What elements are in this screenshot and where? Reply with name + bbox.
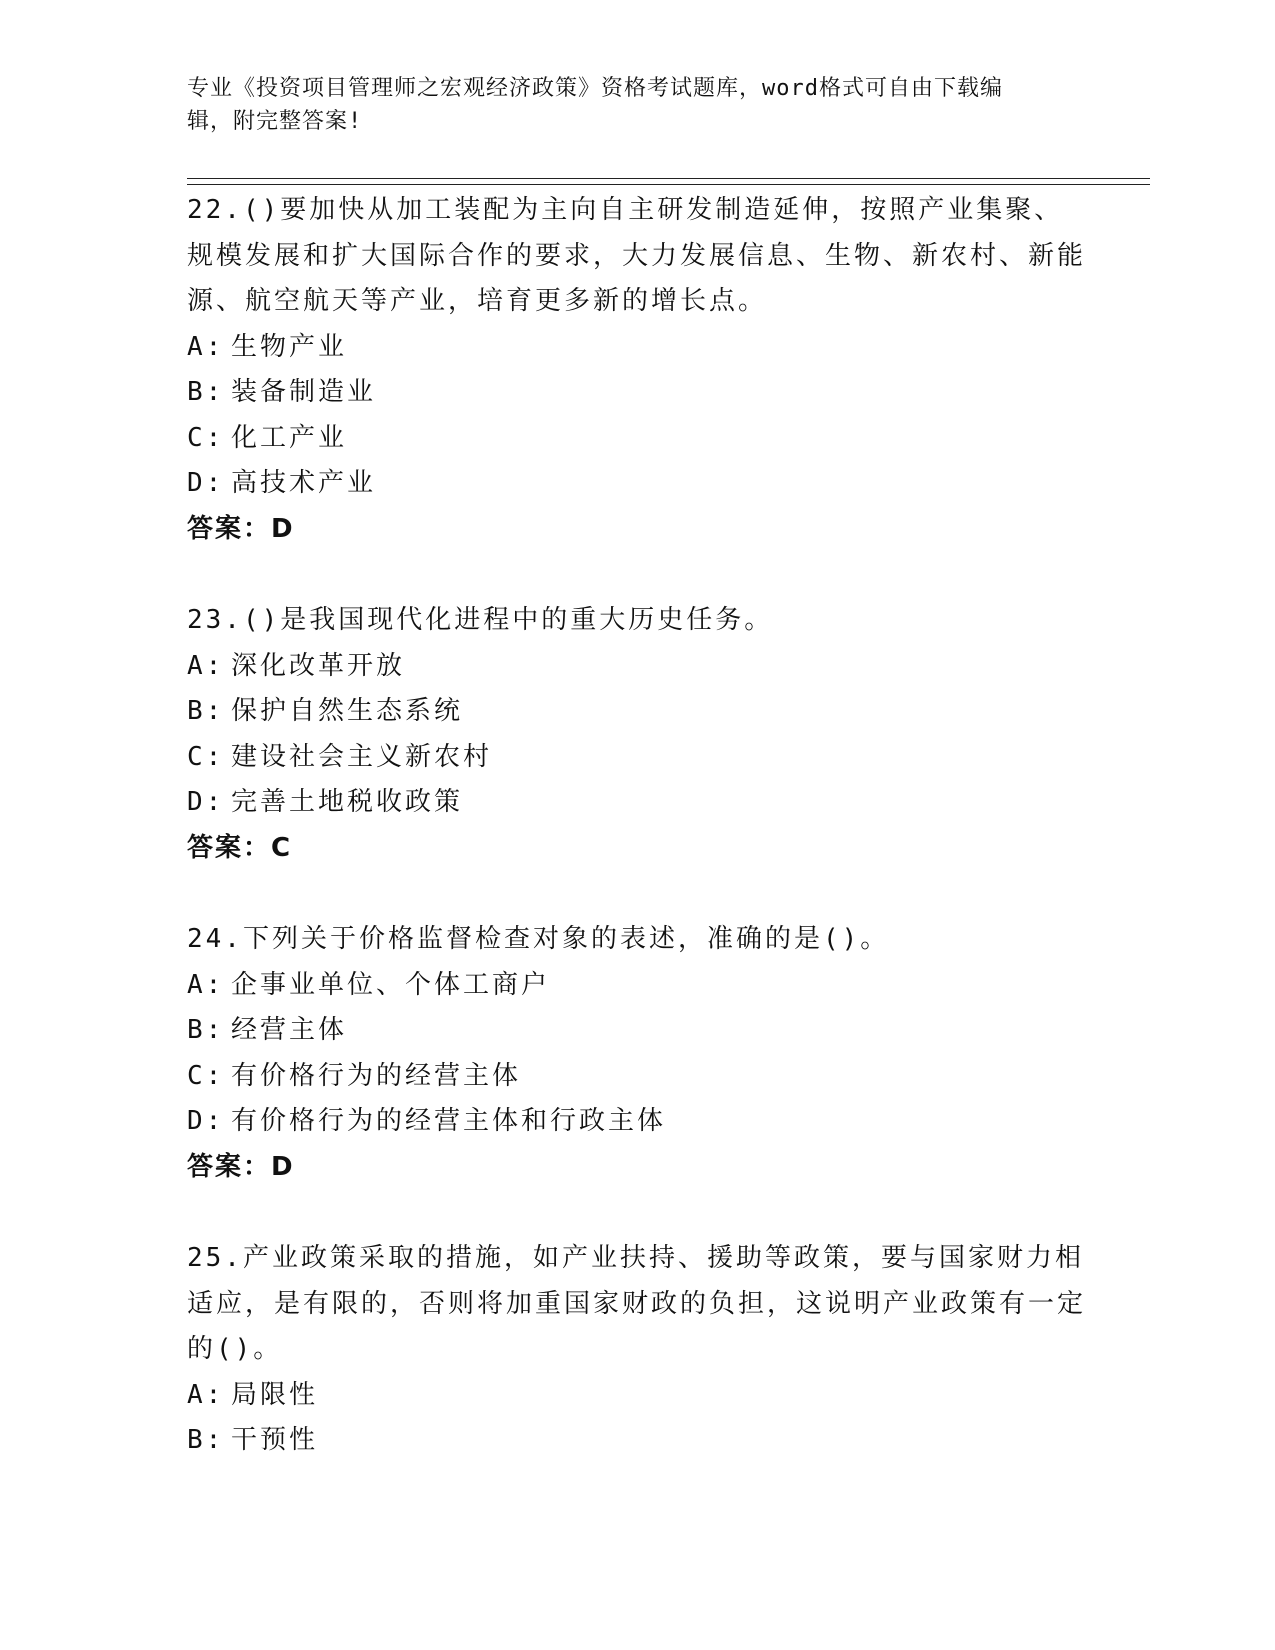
option-b (187, 689, 1087, 735)
answer-line: 答案：D (187, 1151, 295, 1182)
option-d (187, 1099, 1087, 1145)
option-letter: B: (187, 1425, 225, 1455)
option-c (187, 735, 1087, 781)
option-a (187, 325, 1087, 371)
option-letter: D: (187, 1106, 225, 1136)
header-line-2: 辑，附完整答案! (187, 109, 363, 134)
option-letter: A: (187, 650, 225, 681)
option-c (187, 416, 1087, 462)
option-text: 深化改革开放 (231, 650, 406, 681)
question-stem: 25.产业政策采取的措施，如产业扶持、援助等政策，要与国家财力相适应，是有限的，否则将加重国家财政的负担，这说明产业政策有一定的()。 (187, 1243, 1087, 1364)
option-letter: C: (187, 1060, 225, 1091)
spacer (187, 871, 1087, 917)
header-line-1: 专业《投资项目管理师之宏观经济政策》资格考试题库，word格式可自由下载编 (187, 76, 1003, 101)
option-c (187, 1054, 1087, 1100)
question-25 (187, 1236, 1087, 1464)
option-text: 完善土地税收政策 (231, 787, 464, 817)
spacer (187, 1190, 1087, 1236)
header-divider-bottom (187, 184, 1150, 185)
option-text: 化工产业 (231, 422, 348, 453)
option-text: 高技术产业 (231, 468, 377, 498)
document-header (187, 72, 1067, 138)
option-a (187, 1373, 1087, 1419)
question-23 (187, 598, 1087, 871)
question-list (187, 188, 1087, 1464)
option-d (187, 780, 1087, 826)
option-text: 有价格行为的经营主体和行政主体 (231, 1106, 667, 1136)
question-stem: 22.()要加快从加工装配为主向自主研发制造延伸，按照产业集聚、规模发展和扩大国际合作的要求，大力发展信息、生物、新农村、新能源、航空航天等产业，培育更多新的增长点。 (187, 195, 1087, 316)
question-24 (187, 917, 1087, 1190)
header-divider-top (187, 178, 1150, 179)
option-text: 生物产业 (231, 331, 348, 362)
option-letter: D: (187, 787, 225, 817)
option-d (187, 461, 1087, 507)
option-a (187, 644, 1087, 690)
option-text: 保护自然生态系统 (231, 696, 464, 726)
option-text: 有价格行为的经营主体 (231, 1060, 522, 1091)
option-letter: C: (187, 422, 225, 453)
option-letter: A: (187, 331, 225, 362)
option-letter: B: (187, 1015, 225, 1045)
question-22 (187, 188, 1087, 552)
option-letter: B: (187, 377, 225, 407)
question-stem: 24.下列关于价格监督检查对象的表述，准确的是()。 (187, 924, 890, 954)
option-text: 装备制造业 (231, 377, 377, 407)
answer-line: 答案：D (187, 513, 295, 544)
option-text: 企事业单位、个体工商户 (231, 969, 551, 1000)
question-stem: 23.()是我国现代化进程中的重大历史任务。 (187, 605, 774, 635)
option-text: 干预性 (231, 1425, 319, 1455)
option-b (187, 1008, 1087, 1054)
spacer (187, 552, 1087, 598)
option-text: 经营主体 (231, 1015, 348, 1045)
option-b (187, 1418, 1087, 1464)
option-letter: C: (187, 741, 225, 772)
option-text: 建设社会主义新农村 (231, 741, 493, 772)
option-letter: D: (187, 468, 225, 498)
option-letter: A: (187, 969, 225, 1000)
option-text: 局限性 (231, 1379, 319, 1410)
answer-line: 答案：C (187, 832, 293, 863)
option-b (187, 370, 1087, 416)
option-letter: A: (187, 1379, 225, 1410)
option-a (187, 963, 1087, 1009)
option-letter: B: (187, 696, 225, 726)
